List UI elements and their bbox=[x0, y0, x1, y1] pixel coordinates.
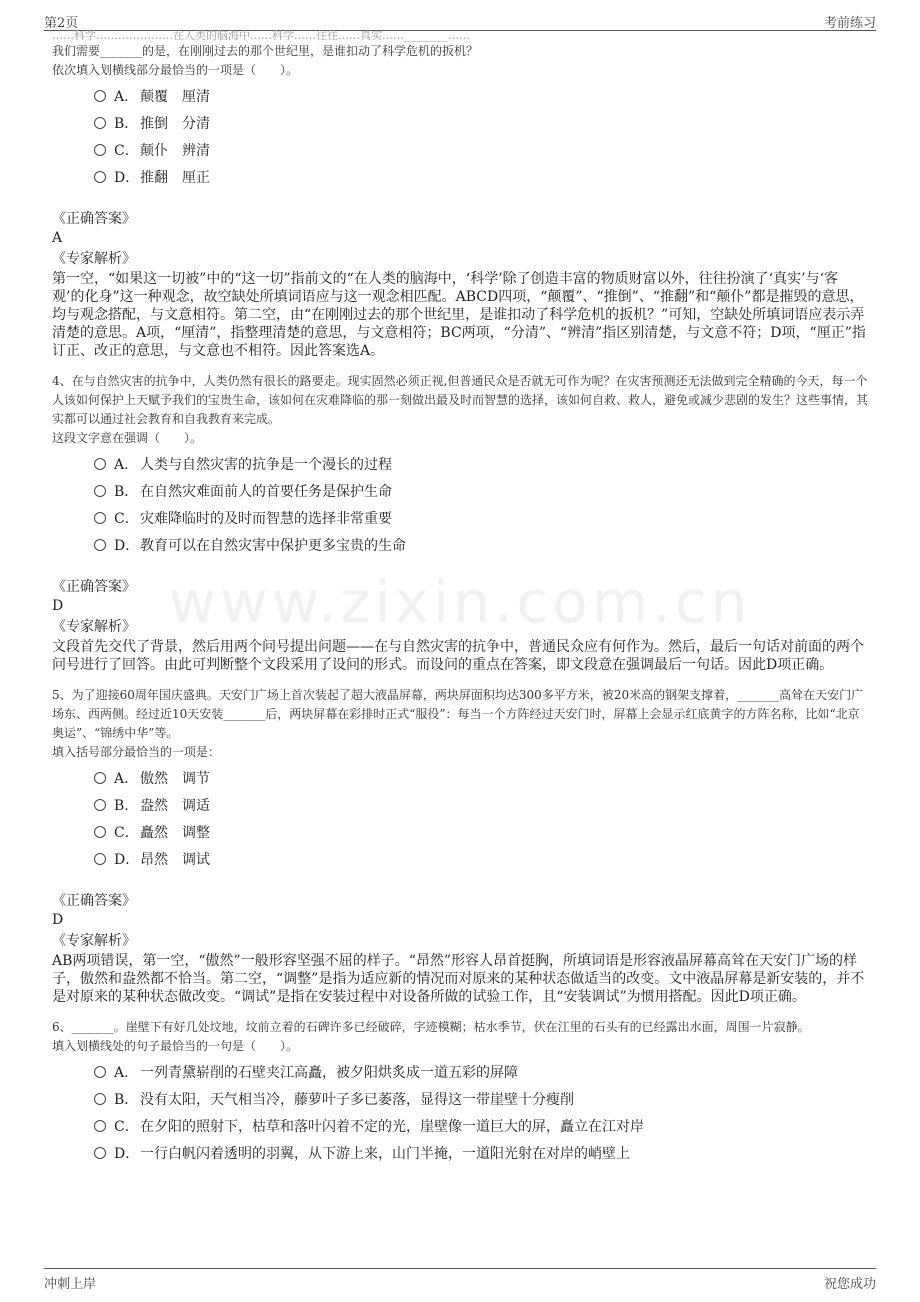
option-text: 矗然 调整 bbox=[140, 825, 210, 841]
option-letter: B． bbox=[114, 798, 139, 814]
option-text: 人类与自然灾害的抗争是一个漫长的过程 bbox=[140, 457, 392, 473]
question-stem: 4、在与自然灾害的抗争中，人类仍然有很长的路要走。现实固然必须正视,但普通民众是否就无可作为呢？在灾害预测还无法做到完全精确的今天，每一个人该如何保护上天赋予我们的宝贵生命，该如何在灾难降临的那一刻做出最及时而智慧的选择，该如何自救、救人，避免或减少悲剧的发生？这些事情，其实都可以通过社会教育和自我教育来完成。 bbox=[52, 374, 869, 426]
option-a[interactable] bbox=[94, 1060, 870, 1087]
option-d[interactable] bbox=[94, 847, 870, 874]
options bbox=[94, 452, 870, 560]
option-letter: A． bbox=[114, 771, 139, 787]
answer-value: D bbox=[52, 598, 64, 614]
answer-value: D bbox=[52, 912, 64, 928]
radio-icon[interactable] bbox=[94, 117, 106, 129]
question-prompt: 依次填入划横线部分最恰当的一项是（ ）。 bbox=[52, 63, 299, 77]
cut-off-line: ……科学…………………在人类的脑海中……科学……往往……真实……________…… bbox=[52, 30, 470, 42]
question-prompt: 填入划横线处的句子最恰当的一句是（ ）。 bbox=[52, 1039, 299, 1053]
options bbox=[94, 84, 870, 192]
question-6 bbox=[52, 1018, 870, 1168]
radio-icon[interactable] bbox=[94, 799, 106, 811]
radio-icon[interactable] bbox=[94, 1120, 106, 1132]
radio-icon[interactable] bbox=[94, 1147, 106, 1159]
option-d[interactable] bbox=[94, 1141, 870, 1168]
option-text: 在夕阳的照射下，枯草和落叶闪着不定的光，崖壁像一道巨大的屏，矗立在江对岸 bbox=[140, 1119, 644, 1135]
option-b[interactable] bbox=[94, 793, 870, 820]
option-text: 推倒 分清 bbox=[140, 116, 210, 132]
explanation-label: 《专家解析》 bbox=[52, 619, 136, 635]
option-text: 颠覆 厘清 bbox=[140, 89, 210, 105]
radio-icon[interactable] bbox=[94, 458, 106, 470]
answer-label: 《正确答案》 bbox=[52, 579, 136, 595]
option-letter: B． bbox=[114, 484, 139, 500]
option-letter: C． bbox=[114, 825, 139, 841]
option-a[interactable] bbox=[94, 452, 870, 479]
explanation-text: 文段首先交代了背景，然后用两个问号提出问题——在与自然灾害的抗争中，普通民众应有何作为。然后，最后一句话对前面的两个问号进行了回答。由此可判断整个文段采用了设问的形式。而设问的重点在答案，即文段意在强调最后一句话。因此D项正确。 bbox=[52, 639, 864, 673]
question-stem: 5、为了迎接60周年国庆盛典。天安门广场上首次装起了超大液晶屏幕，两块屏面积均达300多平方米，被20米高的钢架支撑着，_______高耸在天安门广场东、西两侧。经过近10天安装_______后，两块屏幕在彩排时正式“服役”：每当一个方阵经过天安门时，屏幕上会显示红底黄字的方阵名称，比如“北京奥运”、“锦绣中华”等。 bbox=[52, 688, 864, 740]
option-text: 没有太阳，天气相当冷，藤萝叶子多已萎落，显得这一带崖壁十分瘦削 bbox=[140, 1092, 574, 1108]
option-d[interactable] bbox=[94, 533, 870, 560]
radio-icon[interactable] bbox=[94, 1066, 106, 1078]
page-header bbox=[44, 10, 876, 31]
option-letter: C． bbox=[114, 1119, 139, 1135]
option-text: 灾难降临时的及时而智慧的选择非常重要 bbox=[140, 511, 392, 527]
option-a[interactable] bbox=[94, 84, 870, 111]
radio-icon[interactable] bbox=[94, 539, 106, 551]
option-letter: B． bbox=[114, 1092, 139, 1108]
option-c[interactable] bbox=[94, 138, 870, 165]
header-title: 考前练习 bbox=[823, 16, 876, 31]
option-text: 傲然 调节 bbox=[140, 771, 210, 787]
question-stem: 6、_______。崖壁下有好几处坟地，坟前立着的石碑许多已经破碎，字迹模糊；枯水季节，伏在江里的石头有的已经露出水面，周围一片寂静。 bbox=[52, 1020, 810, 1034]
radio-icon[interactable] bbox=[94, 144, 106, 156]
option-letter: D． bbox=[114, 852, 140, 868]
option-text: 一行白帆闪着透明的羽翼，从下游上来，山门半掩，一道阳光射在对岸的峭壁上 bbox=[140, 1146, 630, 1162]
footer-left-text: 冲刺上岸 bbox=[44, 1277, 97, 1292]
option-c[interactable] bbox=[94, 506, 870, 533]
option-text: 盎然 调适 bbox=[140, 798, 210, 814]
answer-label: 《正确答案》 bbox=[52, 211, 136, 227]
option-c[interactable] bbox=[94, 820, 870, 847]
explanation-label: 《专家解析》 bbox=[52, 251, 136, 267]
option-letter: D． bbox=[114, 538, 140, 554]
page-footer bbox=[44, 1268, 876, 1291]
explanation-text: AB两项错误，第一空，“傲然”一般形容坚强不屈的样子。“昂然”形容人昂首挺胸，所填词语是形容液晶屏幕高耸在天安门广场的样子，傲然和盎然都不恰当。第二空，“调整”是指为适应新的情况而对原来的某种状态做适当的改变。文中液晶屏幕是新安装的，并不是对原来的某种状态做改变。“调试”是指在安装过程中对设备所做的试验工作，且“安装调试”为惯用搭配。因此D项正确。 bbox=[52, 953, 865, 1005]
question-4 bbox=[52, 372, 870, 674]
question-5 bbox=[52, 686, 870, 1006]
option-letter: C． bbox=[114, 511, 139, 527]
watermark: www.zixin.com.cn bbox=[168, 568, 752, 636]
radio-icon[interactable] bbox=[94, 485, 106, 497]
option-text: 在自然灾难面前人的首要任务是保护生命 bbox=[140, 484, 392, 500]
radio-icon[interactable] bbox=[94, 772, 106, 784]
question-prompt: 这段文字意在强调（ ）。 bbox=[52, 431, 203, 445]
option-letter: A． bbox=[114, 1065, 139, 1081]
options bbox=[94, 1060, 870, 1168]
option-letter: B． bbox=[114, 116, 139, 132]
option-c[interactable] bbox=[94, 1114, 870, 1141]
explanation-text: 第一空，“如果这一切被”中的“这一切”指前文的“在人类的脑海中，‘科学’除了创造丰富的物质财富以外，往往扮演了‘真实’与‘客观’的化身”这一种观念，故空缺处所填词语应与这一观念相匹配。ABCD四项，“颠覆”、“推倒”、“推翻”和“颠仆”都是摧毁的意思，均与观念搭配，与文意相符。第二空，由“在刚刚过去的那个世纪里，是谁扣动了科学危机的扳机？”可知，空缺处所填词语应表示弄清楚的意思。A项，“厘清”，指整理清楚的意思，与文意相符；BC两项，“分清”、“辨清”指区别清楚，与文意不符；D项，“厘正”指订正、改正的意思，与文意也不相符。因此答案选A。 bbox=[52, 271, 866, 359]
explanation-label: 《专家解析》 bbox=[52, 933, 136, 949]
option-b[interactable] bbox=[94, 479, 870, 506]
answer-label: 《正确答案》 bbox=[52, 893, 136, 909]
option-text: 一列青黛崭削的石壁夹江高矗，被夕阳烘炙成一道五彩的屏障 bbox=[140, 1065, 518, 1081]
question-list bbox=[52, 30, 870, 1168]
page-number: 第2页 bbox=[44, 16, 79, 31]
radio-icon[interactable] bbox=[94, 90, 106, 102]
radio-icon[interactable] bbox=[94, 512, 106, 524]
option-letter: C． bbox=[114, 143, 139, 159]
option-text: 颠仆 辨清 bbox=[140, 143, 210, 159]
radio-icon[interactable] bbox=[94, 171, 106, 183]
footer-right-text: 祝您成功 bbox=[823, 1277, 876, 1292]
option-b[interactable] bbox=[94, 1087, 870, 1114]
option-text: 教育可以在自然灾害中保护更多宝贵的生命 bbox=[140, 538, 406, 554]
question-stem: 我们需要_______的是，在刚刚过去的那个世纪里，是谁扣动了科学危机的扳机？ bbox=[52, 44, 479, 58]
option-letter: D． bbox=[114, 1146, 140, 1162]
option-letter: A． bbox=[114, 89, 139, 105]
option-d[interactable] bbox=[94, 165, 870, 192]
option-b[interactable] bbox=[94, 111, 870, 138]
options bbox=[94, 766, 870, 874]
question-prompt: 填入括号部分最恰当的一项是： bbox=[52, 745, 221, 759]
option-text: 推翻 厘正 bbox=[140, 170, 210, 186]
question-3 bbox=[52, 42, 870, 360]
option-letter: D． bbox=[114, 170, 140, 186]
radio-icon[interactable] bbox=[94, 1093, 106, 1105]
option-text: 昂然 调试 bbox=[140, 852, 210, 868]
radio-icon[interactable] bbox=[94, 853, 106, 865]
option-a[interactable] bbox=[94, 766, 870, 793]
option-letter: A． bbox=[114, 457, 139, 473]
radio-icon[interactable] bbox=[94, 826, 106, 838]
answer-value: A bbox=[52, 230, 63, 246]
